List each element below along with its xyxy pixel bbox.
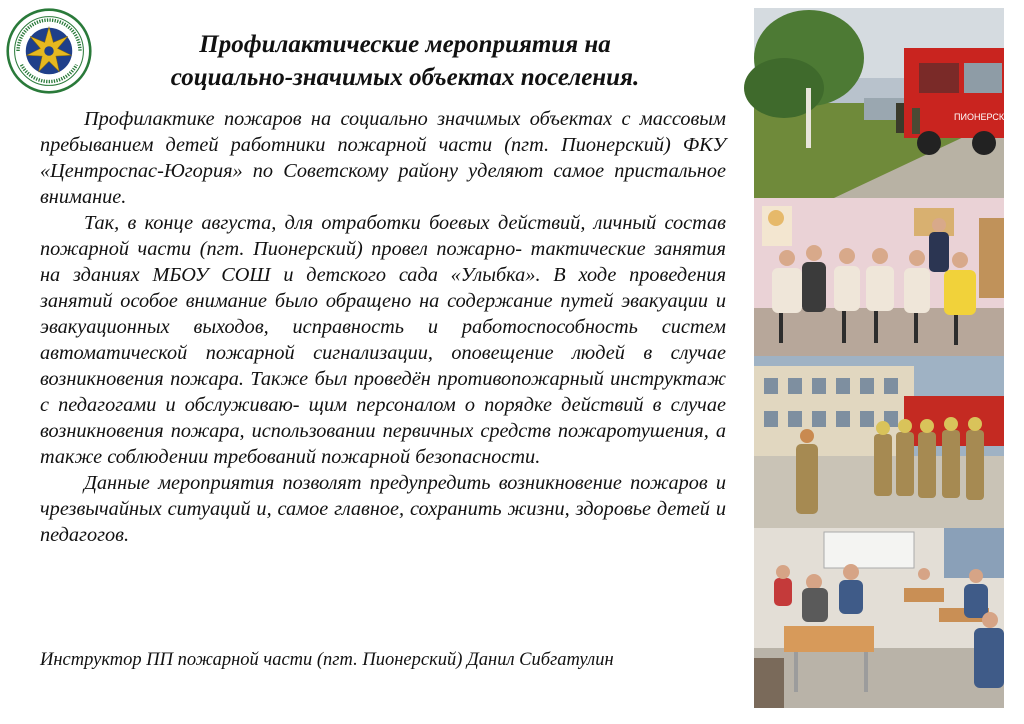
- paragraph-2: Так, в конце августа, для отработки боевых действий, личный состав пожарной части (пгт. Пионерский) провел пожарно- тактические занятия на зданиях МБОУ СОШ и детского сада «Улыбка». В ходе проведения занятий особое внимание было обращено на содержание путей эвакуации и эвакуационных выходов, исправность и работоспособность систем автоматической пожарной сигнализации, оповещение людей в случае возникновения пожара. Также был проведён противопожарный инструктаж с педагогами и обслуживаю- щим персоналом о порядке действий в случае возникновения пожара, использовании первичных средств пожаротушения, а также соблюдении требований пожарной безопасности.: [40, 212, 726, 468]
- firefighters-photo: [754, 356, 1004, 528]
- emblem-icon: [6, 8, 92, 94]
- paragraph-3: Данные мероприятия позволят предупредить возникновение пожаров и чрезвычайных ситуаций и, самое главное, сохранить жизни, здоровье детей и педагогов.: [40, 472, 726, 546]
- organization-logo: [6, 8, 92, 94]
- page-title: [100, 28, 710, 94]
- title-line-2: социально-значимых объектах поселения.: [170, 64, 640, 91]
- paragraph-1: Профилактике пожаров на социально значимых объектах с массовым пребыванием детей работники пожарной части (пгт. Пионерский) ФКУ «Центроспас-Югория» по Советскому району уделяют самое пристальное внимание.: [40, 108, 726, 208]
- truck-label: ПИОНЕРСКИЙ: [954, 112, 1018, 122]
- article-body: [40, 106, 726, 548]
- title-line-1: Профилактические мероприятия на: [199, 31, 611, 58]
- author-signature: Инструктор ПП пожарной части (пгт. Пионерский) Данил Сибгатулин: [40, 650, 614, 670]
- classroom-photo: [754, 528, 1004, 708]
- group-meeting-photo: [754, 198, 1004, 356]
- fire-truck-photo: [754, 8, 1018, 198]
